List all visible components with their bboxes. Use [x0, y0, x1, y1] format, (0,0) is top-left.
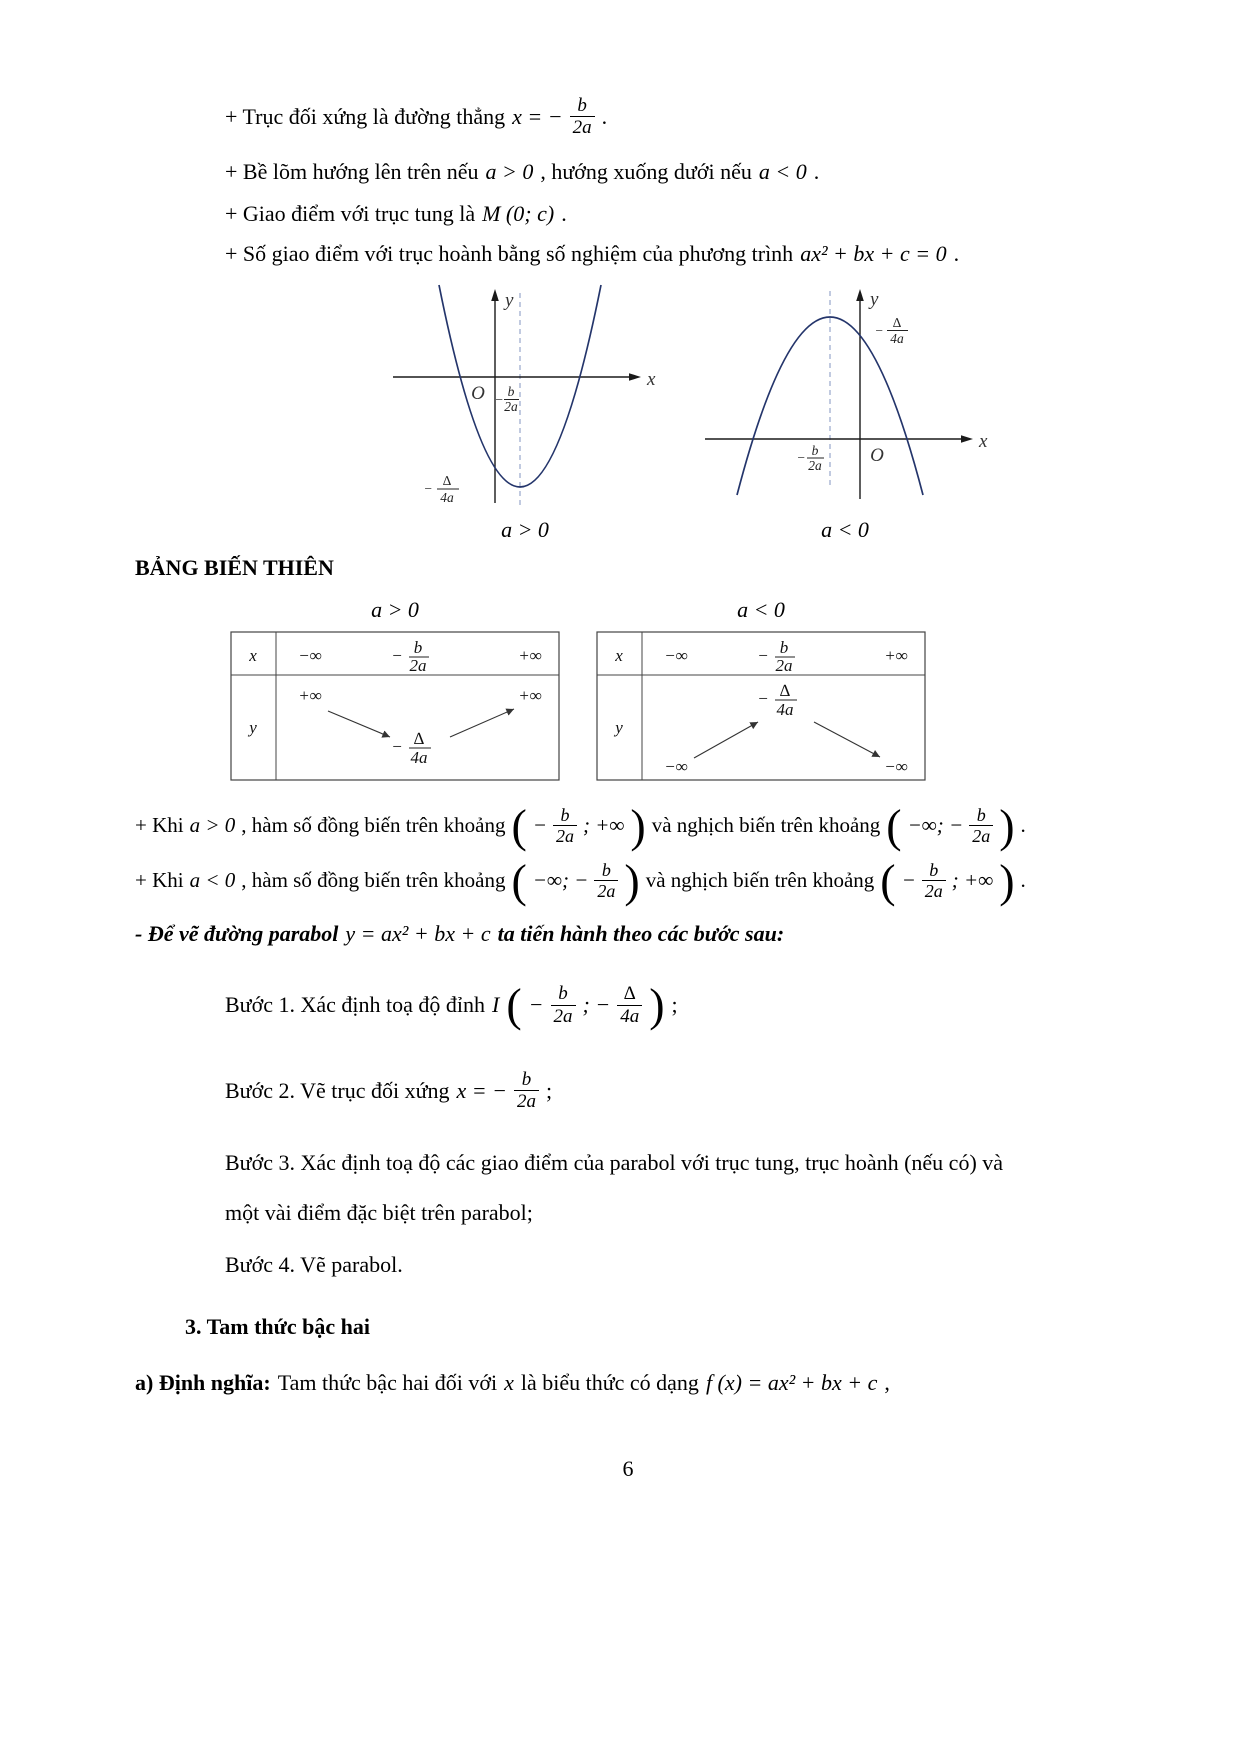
math: a > 0 — [485, 158, 534, 184]
monotonicity-a-negative — [135, 854, 1121, 907]
fraction-b-2a: $\frac{b}{2a}$ — [570, 95, 595, 139]
svg-text:b: b — [413, 637, 423, 657]
x-left: −∞ — [664, 645, 688, 665]
bullet-concavity — [225, 159, 1121, 185]
text: + Trục đối xứng là đường thẳng — [225, 103, 506, 129]
math: f (x) = ax² + bx + c — [705, 1370, 878, 1396]
x-axis-arrow — [961, 435, 973, 443]
y-maximum-fraction — [757, 681, 797, 719]
fraction-b-2a: $\frac{b}{2a}$ — [922, 860, 946, 901]
section-heading-3: 3. Tam thức bậc hai — [185, 1314, 370, 1340]
variation-table-a-negative — [596, 631, 926, 781]
decreasing-arrow — [814, 722, 880, 757]
right-paren: ) — [999, 799, 1015, 852]
graph-captions — [375, 517, 1121, 543]
svg-text:2a: 2a — [504, 398, 518, 414]
svg-text:4a: 4a — [776, 699, 794, 719]
punct: ; — [545, 1077, 553, 1103]
punct: . — [953, 240, 960, 266]
left-paren: ( — [506, 978, 522, 1031]
punct: , — [884, 1370, 890, 1396]
punct: . — [561, 200, 567, 226]
increasing-arrow — [694, 722, 758, 758]
right-paren: ) — [649, 978, 665, 1031]
y-axis-label: y — [870, 288, 879, 310]
punct: . — [1020, 812, 1026, 837]
svg-text:−: − — [757, 688, 769, 708]
fraction-b-2a: $\frac{b}{2a}$ — [551, 983, 576, 1027]
math: I — [492, 992, 500, 1018]
text: Tam thức bậc hai đối với — [277, 1370, 498, 1396]
text: , hàm số đồng biến trên khoảng — [241, 868, 506, 893]
y-bottom-right: −∞ — [884, 756, 908, 776]
definition-line — [135, 1370, 1121, 1396]
x-axis-label: x — [647, 368, 656, 390]
decreasing-arrow — [328, 711, 390, 737]
vertex-x-label — [494, 384, 519, 414]
text: + Khi — [135, 868, 184, 893]
svg-text:b: b — [507, 383, 515, 399]
svg-text:−: − — [757, 645, 769, 665]
text: + Khi — [135, 812, 184, 837]
svg-text:−: − — [796, 449, 806, 465]
fraction-delta-4a: $\frac{\Delta}{4a}$ — [617, 983, 642, 1027]
table-caption-a-negative: a < 0 — [737, 596, 785, 622]
step-4: Bước 4. Vẽ parabol. — [225, 1252, 403, 1278]
svg-text:−: − — [874, 322, 884, 338]
parabola-figures — [375, 277, 1121, 517]
right-paren: ) — [630, 799, 646, 852]
step-3: Bước 3. Xác định toạ độ các giao điểm của parabol với trục tung, trục hoành (nếu có) và một vài điểm đặc biệt trên parabol; — [225, 1150, 1004, 1226]
math: x = − — [456, 1077, 507, 1103]
text: và nghịch biến trên khoảng — [651, 812, 881, 837]
caption-a-positive: a > 0 — [501, 516, 549, 542]
svg-text:b: b — [779, 637, 789, 657]
y-axis-arrow — [856, 289, 864, 301]
x-right: +∞ — [518, 645, 542, 665]
y-bottom-left: −∞ — [664, 756, 688, 776]
step-1 — [225, 978, 1121, 1031]
math: −∞; − — [532, 868, 589, 893]
svg-text:2a: 2a — [808, 457, 822, 473]
math: ax² + bx + c = 0 — [800, 240, 947, 266]
svg-text:∆: ∆ — [892, 314, 902, 330]
graph-parabola-up — [375, 277, 675, 517]
origin-label: O — [471, 382, 485, 404]
text: , hướng xuống dưới nếu — [540, 158, 752, 184]
right-paren: ) — [999, 854, 1015, 907]
section-heading-bbt: BẢNG BIẾN THIÊN — [135, 554, 334, 580]
punct: . — [601, 103, 608, 129]
svg-text:4a: 4a — [410, 747, 428, 767]
x-right: +∞ — [884, 645, 908, 665]
table-captions — [230, 597, 1121, 623]
svg-text:2a: 2a — [409, 655, 427, 675]
page-number: 6 — [622, 1456, 634, 1482]
y-axis-arrow — [491, 289, 499, 301]
svg-text:4a: 4a — [440, 489, 454, 505]
text: - Để vẽ đường parabol — [135, 921, 339, 947]
step-2 — [225, 1069, 1121, 1113]
variation-table-a-positive — [230, 631, 560, 781]
table-caption-a-positive: a > 0 — [371, 596, 419, 622]
text: và nghịch biến trên khoảng — [645, 868, 875, 893]
left-paren: ( — [880, 854, 896, 907]
var-x: x — [249, 645, 257, 665]
text: Bước 2. Vẽ trục đối xứng — [225, 1077, 450, 1103]
svg-text:−: − — [391, 645, 403, 665]
text: + Số giao điểm với trục hoành bằng số nghiệm của phương trình — [225, 240, 794, 266]
math: M (0; c) — [482, 200, 555, 226]
minus: − — [532, 812, 547, 837]
x-left: −∞ — [298, 645, 322, 665]
minus: − — [901, 868, 916, 893]
text: , hàm số đồng biến trên khoảng — [241, 812, 506, 837]
monotonicity-a-positive — [135, 799, 1121, 852]
minus: − — [528, 992, 544, 1018]
right-paren: ) — [624, 854, 640, 907]
var-y: y — [249, 717, 257, 737]
svg-text:b: b — [811, 442, 819, 458]
svg-text:∆: ∆ — [413, 728, 425, 748]
y-top-left: +∞ — [298, 685, 322, 705]
graph-parabola-down — [695, 277, 995, 517]
text: là biểu thức có dạng — [520, 1370, 699, 1396]
bullet-y-intercept — [225, 201, 1121, 227]
y-top-right: +∞ — [518, 685, 542, 705]
svg-text:−: − — [423, 480, 433, 496]
vertex-y-label — [874, 315, 908, 346]
draw-parabola-intro — [135, 921, 1121, 947]
bullet-axis-symmetry — [225, 95, 1121, 139]
left-paren: ( — [511, 854, 527, 907]
math: y = ax² + bx + c — [345, 921, 491, 947]
origin-label: O — [870, 444, 884, 466]
punct: . — [813, 158, 820, 184]
fraction-b-2a: $\frac{b}{2a}$ — [553, 805, 577, 846]
y-axis-label: y — [505, 289, 514, 311]
punct: ; — [671, 992, 678, 1018]
text: Bước 1. Xác định toạ độ đỉnh — [225, 992, 486, 1018]
vertex-x-label — [796, 443, 824, 473]
text: + Giao điểm với trục tung là — [225, 200, 476, 226]
left-paren: ( — [511, 799, 527, 852]
math: ; +∞ — [582, 812, 625, 837]
bullet-x-intercepts — [225, 241, 1121, 267]
var-x: x — [615, 645, 623, 665]
math: ; +∞ — [951, 868, 994, 893]
svg-text:∆: ∆ — [442, 472, 452, 488]
punct: . — [1020, 868, 1026, 893]
svg-text:−: − — [391, 736, 403, 756]
x-middle-fraction — [391, 638, 429, 675]
text: a) Định nghĩa: — [135, 1370, 271, 1396]
x-axis-arrow — [629, 373, 641, 381]
variation-tables — [230, 631, 1121, 781]
x-middle-fraction — [757, 638, 795, 675]
caption-a-negative: a < 0 — [821, 516, 869, 542]
svg-text:2a: 2a — [775, 655, 793, 675]
math: ; − — [582, 992, 611, 1018]
x-axis-label: x — [979, 430, 988, 452]
vertex-y-label — [423, 473, 459, 505]
y-minimum-fraction — [391, 729, 431, 767]
fraction-b-2a: $\frac{b}{2a}$ — [514, 1069, 539, 1113]
increasing-arrow — [450, 709, 514, 737]
math: x — [504, 1370, 514, 1396]
svg-text:−: − — [494, 391, 504, 407]
math: a > 0 — [189, 812, 236, 837]
text: + Bề lõm hướng lên trên nếu — [225, 158, 479, 184]
svg-text:4a: 4a — [890, 330, 904, 346]
fraction-b-2a: $\frac{b}{2a}$ — [594, 860, 618, 901]
var-y: y — [615, 717, 623, 737]
math: a < 0 — [189, 868, 236, 893]
text: ta tiến hành theo các bước sau: — [497, 921, 785, 947]
math: −∞; − — [907, 812, 964, 837]
fraction-b-2a: $\frac{b}{2a}$ — [969, 805, 993, 846]
svg-text:∆: ∆ — [779, 680, 791, 700]
left-paren: ( — [886, 799, 902, 852]
math: x = − — [512, 103, 563, 129]
math: a < 0 — [758, 158, 807, 184]
